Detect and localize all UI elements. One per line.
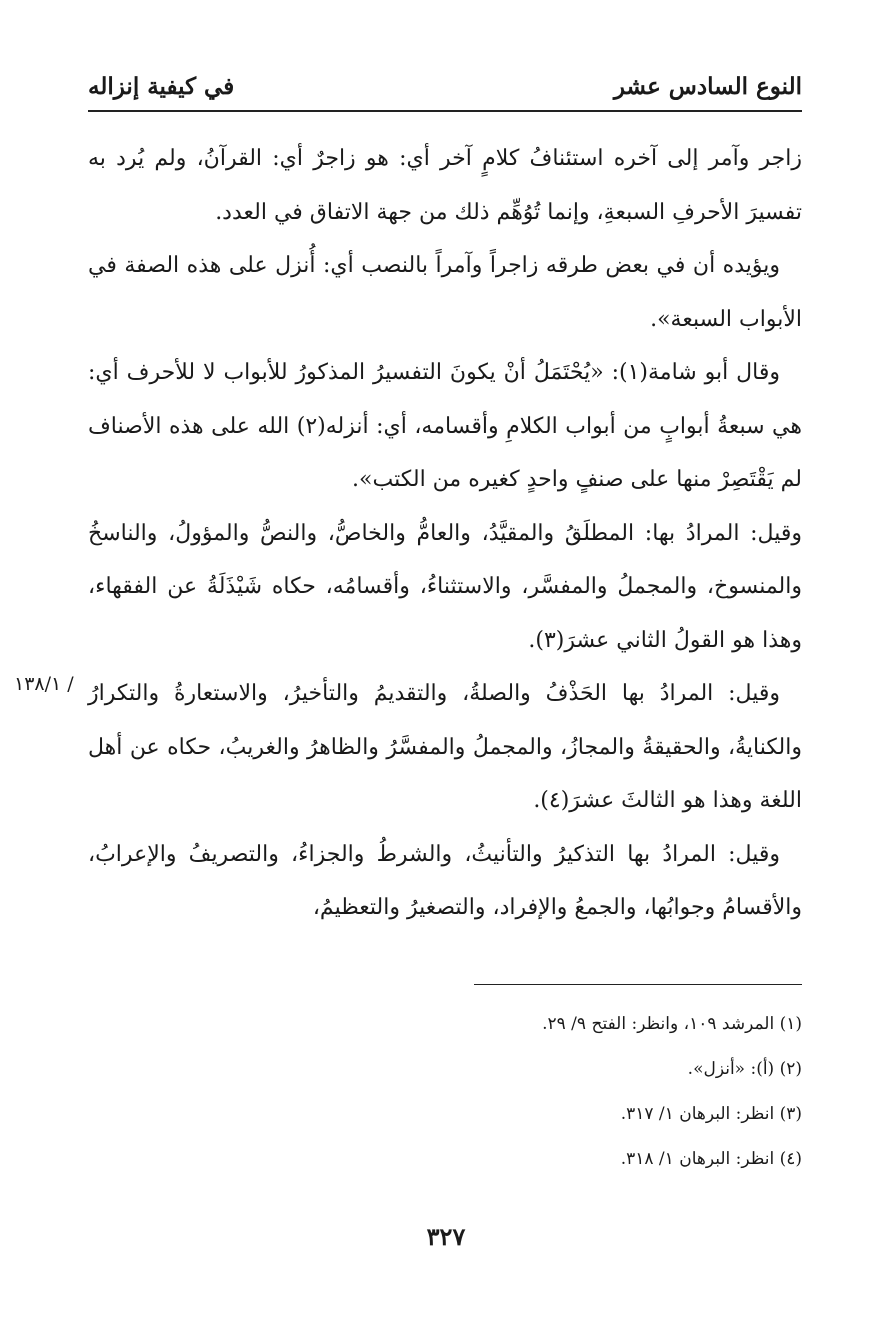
- paragraph: وقيل: المرادُ بها: المطلَقُ والمقيَّدُ، والعامُّ والخاصُّ، والنصُّ والمؤولُ، والناسخُ والمنسوخ، والمجملُ والمفسَّر، والاستثناءُ، وأقسامُه، حكاه شَيْذَلَةُ عن الفقهاء، وهذا هو القولُ الثاني عشرَ(٣).: [88, 520, 802, 653]
- running-header: [88, 66, 802, 106]
- paragraph: ويؤيده أن في بعض طرقه زاجراً وآمراً بالنصب أي: أُنزل على هذه الصفة في الأبواب السبعة».: [88, 253, 802, 332]
- page-number: ٣٢٧: [426, 1222, 466, 1251]
- paragraph: وقيل: المرادُ بها التذكيرُ والتأنيثُ، والشرطُ والجزاءُ، والتصريفُ والإعرابُ، والأقسامُ وجوابُها، والجمعُ والإفراد، والتصغيرُ والتعظيمُ،: [88, 841, 802, 920]
- chapter-title: النوع السادس عشر: [613, 72, 802, 100]
- header-divider: [88, 110, 802, 112]
- footnotes: [88, 1002, 802, 1182]
- footnote-divider: [474, 984, 802, 985]
- margin-page-reference: ١٣٨/١ /: [14, 673, 74, 695]
- paragraph: وقيل: المرادُ بها الحَذْفُ والصلةُ، والتقديمُ والتأخيرُ، والاستعارةُ والتكرارُ والكنايةُ، والحقيقةُ والمجازُ، والمجملُ والمفسَّرُ والظاهرُ والغريبُ، حكاه عن أهل اللغة وهذا هو الثالثَ عشرَ(٤).: [88, 681, 802, 813]
- section-title: في كيفية إنزاله: [88, 72, 235, 100]
- footnote: (٣) انظر: البرهان ١/ ٣١٧.: [620, 1104, 802, 1124]
- main-text: [88, 132, 802, 935]
- paragraph: وقال أبو شامة(١): «يُحْتَمَلُ أنْ يكونَ التفسيرُ المذكورُ للأبواب لا للأحرف أي: هي سبعةُ أبوابٍ من أبواب الكلامِ وأقسامه، أي: أنزله(٢) الله على هذه الأصناف لم يَقْتَصِرْ منها على صنفٍ واحدٍ كغيره من الكتب».: [88, 360, 803, 492]
- footnote: (١) المرشد ١٠٩، وانظر: الفتح ٩/ ٢٩.: [542, 1014, 802, 1034]
- footnote: (٢) (أ): «أنزل».: [687, 1059, 802, 1079]
- footnote: (٤) انظر: البرهان ١/ ٣١٨.: [620, 1149, 802, 1169]
- paragraph: زاجر وآمر إلى آخره استئنافُ كلامٍ آخر أي: هو زاجرٌ أي: القرآنُ، ولم يُرد به تفسيرَ الأحرفِ السبعةِ، وإنما تُوُهِّم ذلك من جهة الاتفاق في العدد.: [88, 146, 802, 225]
